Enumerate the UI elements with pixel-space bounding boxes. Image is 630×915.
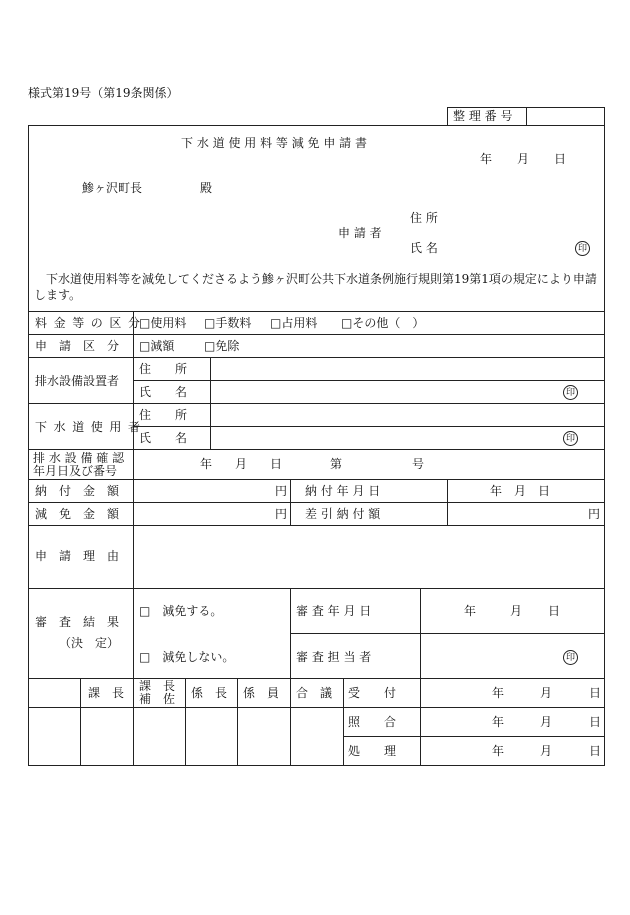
kakariin-label: 係 員 xyxy=(243,686,280,700)
shinsa-label-2: （決 定） xyxy=(59,636,120,650)
stamp-cell-kacho[interactable] xyxy=(81,708,132,765)
step-month: 月 xyxy=(540,715,553,729)
gogi-label: 合 議 xyxy=(296,686,333,700)
nofu-amount-field[interactable] xyxy=(135,480,275,501)
form-title: 下 水 道 使 用 料 等 減 免 申 請 書 xyxy=(181,136,367,150)
sashihiki-yen: 円 xyxy=(588,507,601,521)
kacho-hosa-label-2: 補 佐 xyxy=(139,692,176,706)
applicant-address-label: 住 所 xyxy=(410,211,438,225)
seal-icon: 印 xyxy=(575,241,590,256)
step-shori: 処 理 xyxy=(348,744,397,758)
kacho-label: 課 長 xyxy=(88,686,125,700)
date-month-label: 月 xyxy=(517,152,530,166)
option-sonota[interactable]: □その他（ ） xyxy=(341,316,425,330)
kakunin-label-2: 年月日及び番号 xyxy=(33,464,118,478)
haisui-name-field[interactable] xyxy=(212,381,562,402)
kakunin-go: 号 xyxy=(412,457,425,471)
nofu-date-value: 年 月 日 xyxy=(490,484,551,498)
applicant-label: 申 請 者 xyxy=(338,226,382,240)
seal-icon: 印 xyxy=(563,385,578,400)
date-year-label: 年 xyxy=(480,152,493,166)
nofu-label: 納 付 金 額 xyxy=(35,484,120,498)
gesui-shimei-label: 氏 名 xyxy=(139,431,188,445)
nofu-yen: 円 xyxy=(275,484,288,498)
gesui-name-field[interactable] xyxy=(212,427,562,448)
shinsa-year: 年 xyxy=(464,604,477,618)
dono: 殿 xyxy=(200,181,213,195)
kakaricho-label: 係 長 xyxy=(191,686,228,700)
genmen-amount-field[interactable] xyxy=(135,503,275,524)
seiri-bango-field[interactable] xyxy=(528,108,604,125)
shinsei-label: 申 請 区 分 xyxy=(35,339,120,353)
option-shiyoryo[interactable]: □使用料 xyxy=(139,316,187,330)
option-menjo[interactable]: □免除 xyxy=(204,339,240,353)
step-year: 年 xyxy=(492,715,505,729)
stamp-cell-gogi[interactable] xyxy=(291,708,342,765)
step-day: 日 xyxy=(589,686,602,700)
genmen-suru-checkbox[interactable]: □ 減免する。 xyxy=(139,604,223,618)
option-senyoryo[interactable]: □占用料 xyxy=(270,316,318,330)
genmen-yen: 円 xyxy=(275,507,288,521)
step-month: 月 xyxy=(540,744,553,758)
option-gengaku[interactable]: □減額 xyxy=(139,339,175,353)
step-year: 年 xyxy=(492,744,505,758)
step-day: 日 xyxy=(589,744,602,758)
kakunin-label-1: 排 水 設 備 確 認 xyxy=(33,451,125,465)
haisui-address-field[interactable] xyxy=(212,358,604,379)
haisui-shimei-label: 氏 名 xyxy=(139,385,188,399)
stamp-cell-kacho-hosa[interactable] xyxy=(134,708,184,765)
step-day: 日 xyxy=(589,715,602,729)
shinsa-tanto-label: 審 査 担 当 者 xyxy=(296,650,372,664)
gesui-label: 下水道使用者 xyxy=(35,420,147,434)
step-shogo: 照 合 xyxy=(348,715,397,729)
nofu-date-label: 納 付 年 月 日 xyxy=(305,484,381,498)
shinsa-label-1: 審 査 結 果 xyxy=(35,615,120,629)
shinsa-tanto-field[interactable] xyxy=(422,635,560,677)
stamp-cell-kakaricho[interactable] xyxy=(186,708,236,765)
riyu-label: 申 請 理 由 xyxy=(35,549,120,563)
ryokin-label: 料金等の区分 xyxy=(35,316,147,330)
form-number-label: 様式第19号（第19条関係） xyxy=(28,86,179,100)
kakunin-day: 日 xyxy=(270,457,283,471)
option-tesuryo[interactable]: □手数料 xyxy=(204,316,252,330)
gesui-jusho-label: 住 所 xyxy=(139,408,188,422)
haisui-label: 排水設備設置者 xyxy=(35,374,120,388)
genmen-shinai-checkbox[interactable]: □ 減免しない。 xyxy=(139,650,235,664)
step-month: 月 xyxy=(540,686,553,700)
addressee: 鯵ヶ沢町長 xyxy=(82,181,143,195)
shinsa-date-label: 審 査 年 月 日 xyxy=(296,604,372,618)
step-uketsuke: 受 付 xyxy=(348,686,397,700)
kacho-hosa-label-1: 課 長 xyxy=(139,679,176,693)
request-text: 下水道使用料等を減免してくださるよう鯵ヶ沢町公共下水道条例施行規則第19第1項の規定により申請します。 xyxy=(34,272,597,302)
seal-icon: 印 xyxy=(563,650,578,665)
seal-icon: 印 xyxy=(563,431,578,446)
seiri-bango-label: 整 理 番 号 xyxy=(453,109,513,123)
shinsa-day: 日 xyxy=(548,604,561,618)
kakunin-dai: 第 xyxy=(330,457,343,471)
date-day-label: 日 xyxy=(554,152,567,166)
riyu-field[interactable] xyxy=(135,527,603,587)
stamp-cell-blank[interactable] xyxy=(29,708,79,765)
sashihiki-amount-field[interactable] xyxy=(449,503,584,524)
gesui-address-field[interactable] xyxy=(212,404,604,425)
step-year: 年 xyxy=(492,686,505,700)
kakunin-month: 月 xyxy=(235,457,248,471)
haisui-jusho-label: 住 所 xyxy=(139,362,188,376)
stamp-cell-kakariin[interactable] xyxy=(238,708,289,765)
applicant-name-label: 氏 名 xyxy=(410,241,438,255)
genmen-label: 減 免 金 額 xyxy=(35,507,120,521)
kakunin-year: 年 xyxy=(200,457,213,471)
shinsa-month: 月 xyxy=(510,604,523,618)
sashihiki-label: 差 引 納 付 額 xyxy=(305,507,381,521)
